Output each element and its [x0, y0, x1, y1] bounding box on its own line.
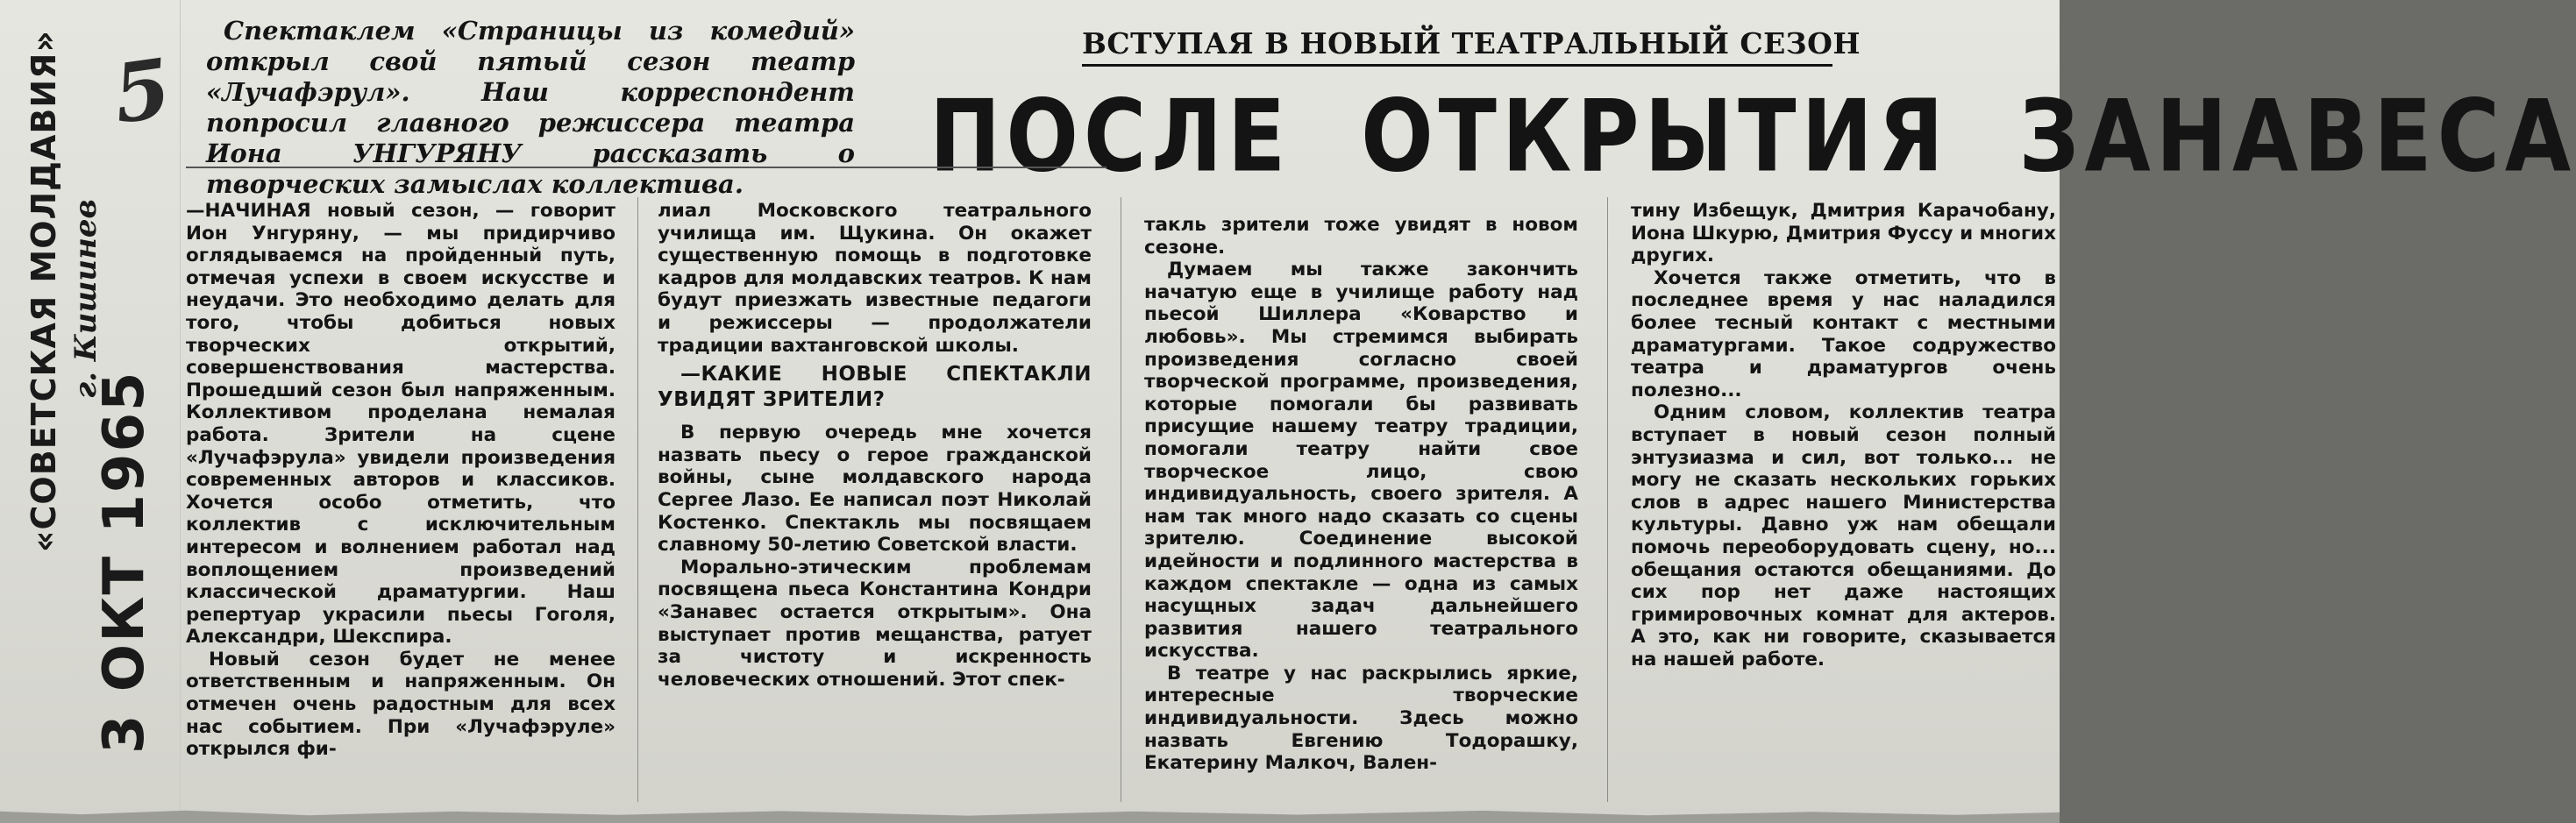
- paragraph: Одним словом, коллектив театра вступает в новый сезон полный энтузиазма и сил, вот только... не могу не сказать нескольких горьких слов в адрес нашего Министерства культуры. Давно уж нам обещали помочь переоборудовать сцену, но... обещания остаются обещаниями. До сих пор нет даже настоящих гримировочных комнат для актеров. А это, как ни говорите, сказывается на нашей работе.: [1631, 401, 2056, 670]
- article-headline: ПОСЛЕ ОТКРЫТИЯ ЗАНАВЕСА: [929, 79, 2576, 195]
- paragraph: В театре у нас раскрылись яркие, интересные творческие индивидуальности. Здесь можно назвать Евгению Тодорашку, Екатерину Малкоч, Вален-: [1144, 662, 1578, 775]
- paragraph: Новый сезон будет не менее ответственным и напряженным. Он отмечен очень радостным для всех нас событием. При «Лучафэруле» открылся фи-: [186, 648, 616, 761]
- paragraph: —НАЧИНАЯ новый сезон, — говорит Ион Унгуряну, — мы придирчиво оглядываемся на пройденный путь, отмечая успехи в своем искусстве и неудачи. Это необходимо делать для того, чтобы добиться новых творческих открытий, совершенствования мастерства. Прошедший сезон был напряженным. Коллективом проделана немалая работа. Зрители на сцене «Лучафэрула» увидели произведения современных авторов и классиков. Хочется особо отметить, что коллектив с исключительным интересом и волнением работал над воплощением произведений классической драматургии. Наш репертуар украсили пьесы Гоголя, Александри, Шекспира.: [186, 200, 616, 649]
- newspaper-name-stamp: «СОВЕТСКАЯ МОЛДАВИЯ»: [25, 30, 63, 552]
- column-divider: [637, 197, 638, 802]
- clipping-margin: [0, 0, 181, 823]
- interview-question: —КАКИЕ НОВЫЕ СПЕКТАКЛИ УВИДЯТ ЗРИТЕЛИ?: [658, 363, 1092, 412]
- article-column-1: [186, 200, 616, 761]
- paragraph: лиал Московского театрального училища им. Щукина. Он окажет существенную помощь в подготовке кадров для молдавских театров. К нам будут приезжать известные педагоги и режиссеры — продолжатели традиции вахтанговской школы.: [658, 200, 1092, 357]
- date-stamp: 3 ОКТ 1965: [92, 370, 157, 754]
- divider: [186, 167, 1107, 168]
- torn-edge: [0, 804, 2060, 823]
- paragraph: тину Избещук, Дмитрия Карачобану, Иона Шкурю, Дмитрия Фуссу и многих других.: [1631, 200, 2056, 267]
- column-divider: [1607, 197, 1608, 802]
- article-column-3: [1144, 214, 1578, 775]
- article-lead: Спектаклем «Страницы из комедий» открыл свой пятый сезон театр «Лучафэрул». Наш корреспондент попросил главного режиссера театра Иона УНГУРЯНУ рассказать о творческих замыслах коллектива.: [206, 16, 855, 199]
- page-number-handwriting: 5: [107, 40, 177, 142]
- paragraph: Морально-этическим проблемам посвящена пьеса Константина Кондри «Занавес остается открытым». Она выступает против мещанства, ратует за чистоту и искренность человеческих отношений. Этот спек-: [658, 556, 1092, 691]
- city-handwriting: г. Кишинев: [68, 199, 103, 399]
- paragraph: В первую очередь мне хочется назвать пьесу о герое гражданской войны, сыне молдавского народа Сергее Лазо. Ее написал поэт Николай Костенко. Спектакль мы посвящаем славному 50-летию Советской власти.: [658, 422, 1092, 557]
- paragraph: такль зрители тоже увидят в новом сезоне.: [1144, 214, 1578, 259]
- article-column-4: [1631, 200, 2056, 670]
- article-column-2: [658, 200, 1092, 691]
- paragraph: Хочется также отметить, что в последнее время у нас наладился более тесный контакт с местными драматургами. Такое содружество театра и драматургов очень полезно...: [1631, 266, 2056, 401]
- rubric-heading: ВСТУПАЯ В НОВЫЙ ТЕАТРАЛЬНЫЙ СЕЗОН: [1082, 26, 1832, 67]
- paragraph: Думаем мы также закончить начатую еще в училище работу над пьесой Шиллера «Коварство и любовь». Мы стремимся выбирать произведения согласно своей творческой программе, произведения, которые помогали бы развивать присущие нашему театру традиции, помогали театру найти свое творческое лицо, свою индивидуальность, своего зрителя. А нам так много надо сказать со сцены зрителю. Соединение высокой идейности и подлинного мастерства в каждом спектакле — одна из самых насущных задач дальнейшего развития нашего театрального искусства.: [1144, 259, 1578, 663]
